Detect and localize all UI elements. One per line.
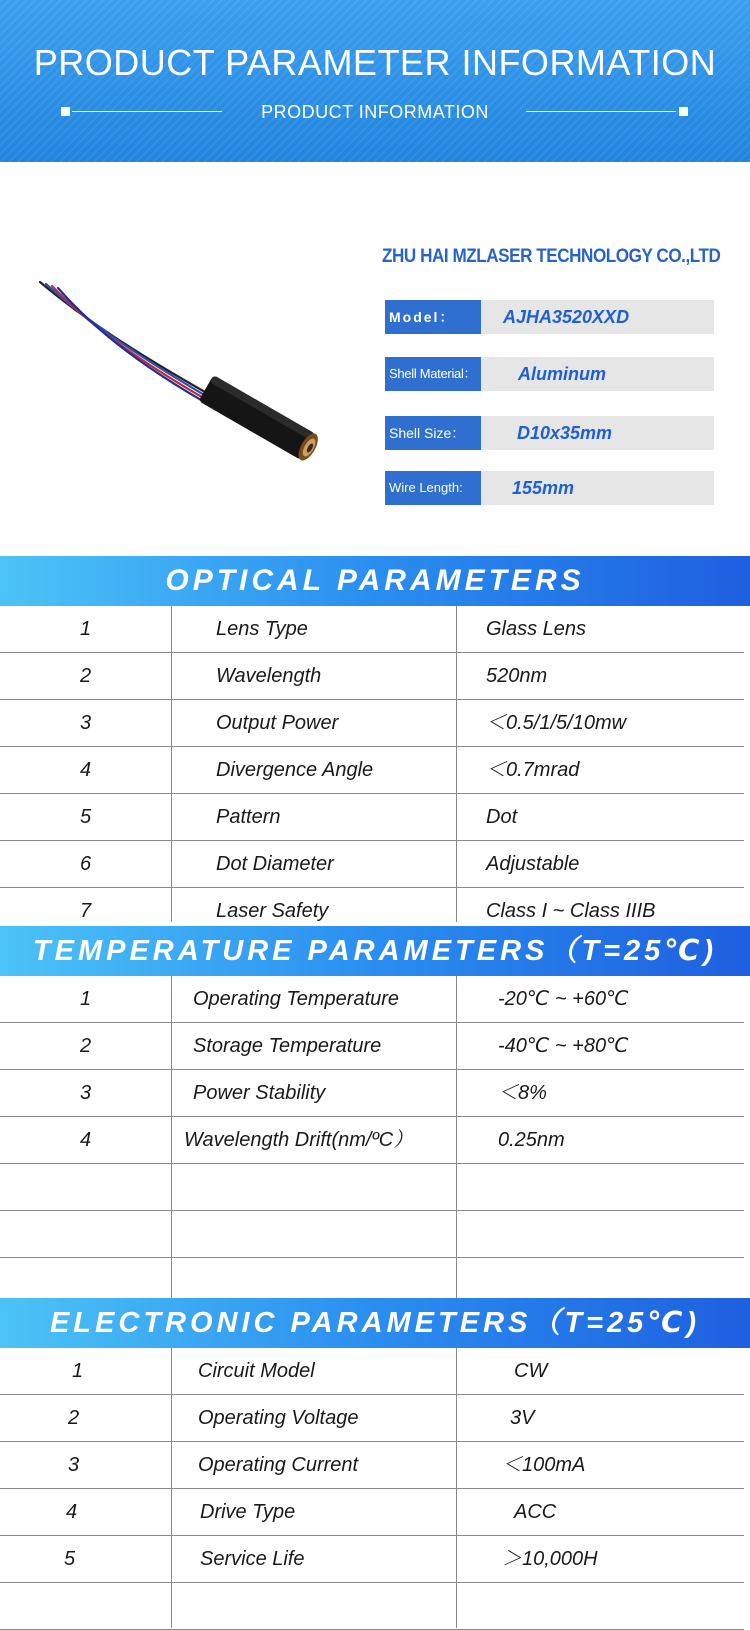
table-row <box>0 1348 744 1395</box>
company-name: ZHU HAI MZLASER TECHNOLOGY CO.,LTD <box>382 246 721 267</box>
param-value: Class I ~ Class IIIB <box>486 900 656 922</box>
param-value: ＜100mA <box>502 1454 586 1476</box>
right-square-ornament <box>679 107 688 116</box>
row-number: 4 <box>66 1501 78 1523</box>
param-name: Divergence Angle <box>216 759 374 781</box>
table-row <box>0 1023 744 1070</box>
param-name: Power Stability <box>193 1082 326 1104</box>
row-number: 1 <box>72 1360 84 1382</box>
row-number: 3 <box>68 1454 80 1476</box>
param-value: ＜0.5/1/5/10mw <box>486 712 627 734</box>
param-name: Pattern <box>216 806 281 828</box>
param-value: Glass Lens <box>486 618 587 640</box>
optical-table <box>0 606 744 934</box>
table-row <box>0 1211 744 1258</box>
param-name: Circuit Model <box>198 1360 315 1382</box>
table-row <box>0 1117 744 1164</box>
row-number: 3 <box>80 1082 92 1104</box>
table-row <box>0 1070 744 1117</box>
table-row <box>0 747 744 794</box>
spec-row-shell-size <box>385 416 714 450</box>
param-name: Storage Temperature <box>193 1035 382 1057</box>
row-number: 7 <box>80 900 92 922</box>
param-value: 3V <box>510 1407 535 1429</box>
param-value: Adjustable <box>486 853 580 875</box>
param-name <box>171 1211 456 1257</box>
spec-row-model <box>385 300 714 334</box>
param-name: Dot Diameter <box>216 853 334 875</box>
spec-label: Wire Length: <box>385 471 481 505</box>
param-name <box>171 1583 456 1629</box>
param-value: -20℃ ~ +60℃ <box>498 988 629 1010</box>
header-banner <box>0 0 750 162</box>
row-number: 5 <box>80 806 92 828</box>
param-name <box>171 1164 456 1210</box>
table-row <box>0 653 744 700</box>
row-number: 6 <box>80 853 92 875</box>
param-name: Wavelength <box>216 665 322 687</box>
electronic-section-title: ELECTRONIC PARAMETERS（T=25℃) <box>0 1298 750 1348</box>
param-name: Operating Voltage <box>198 1407 359 1429</box>
optical-section-title: OPTICAL PARAMETERS <box>0 556 750 606</box>
spec-label: Shell Material： <box>385 357 481 391</box>
spec-label: Shell Size： <box>385 416 481 450</box>
spec-row-shell-material <box>385 357 714 391</box>
row-number <box>0 1583 171 1629</box>
spec-label: Model： <box>385 300 481 334</box>
table-row <box>0 700 744 747</box>
table-row <box>0 606 744 653</box>
row-number: 2 <box>80 1035 92 1057</box>
row-number: 5 <box>64 1548 76 1570</box>
param-value: ＜8% <box>498 1082 547 1104</box>
table-row <box>0 1395 744 1442</box>
row-number <box>0 1164 171 1210</box>
table-row <box>0 1583 744 1630</box>
param-value: ＞10,000H <box>502 1548 598 1570</box>
row-number <box>0 1211 171 1257</box>
page-title: PRODUCT PARAMETER INFORMATION <box>33 42 717 83</box>
table-row <box>0 1442 744 1489</box>
spec-value: AJHA3520XXD <box>503 307 630 327</box>
table-row <box>0 1536 744 1583</box>
laser-module-image <box>30 280 350 520</box>
table-row <box>0 976 744 1023</box>
param-value: Dot <box>486 806 518 828</box>
table-row <box>0 794 744 841</box>
param-value: CW <box>514 1360 548 1382</box>
param-name: Drive Type <box>200 1501 296 1523</box>
param-name: Lens Type <box>216 618 308 640</box>
row-number: 1 <box>80 988 92 1010</box>
spec-value: D10x35mm <box>517 423 613 443</box>
temperature-table <box>0 976 744 1304</box>
param-name: Laser Safety <box>216 900 329 922</box>
row-number: 2 <box>80 665 92 687</box>
table-row <box>0 1489 744 1536</box>
param-value <box>456 1583 744 1629</box>
param-value: ＜0.7mrad <box>486 759 580 781</box>
param-value: -40℃ ~ +80℃ <box>498 1035 629 1057</box>
spec-value: 155mm <box>512 478 575 498</box>
param-value: 0.25nm <box>498 1129 565 1151</box>
param-name: Service Life <box>200 1548 305 1570</box>
param-value: 520nm <box>486 665 548 687</box>
param-value <box>456 1211 744 1257</box>
spec-value: Aluminum <box>518 364 606 384</box>
param-name: Operating Temperature <box>193 988 400 1010</box>
param-value: ACC <box>514 1501 557 1523</box>
page-subtitle: PRODUCT INFORMATION <box>261 102 489 122</box>
table-row <box>0 841 744 888</box>
row-number: 1 <box>80 618 92 640</box>
right-divider-line <box>526 111 676 112</box>
row-number: 2 <box>68 1407 80 1429</box>
electronic-table <box>0 1348 744 1630</box>
row-number: 3 <box>80 712 92 734</box>
param-value <box>456 1164 744 1210</box>
table-row <box>0 1164 744 1211</box>
row-number: 4 <box>80 1129 92 1151</box>
param-name: Output Power <box>216 712 339 734</box>
temperature-section-title: TEMPERATURE PARAMETERS（T=25℃) <box>0 926 750 976</box>
param-name: Operating Current <box>198 1454 359 1476</box>
param-name: Wavelength Drift(nm/ºC） <box>184 1129 414 1151</box>
row-number: 4 <box>80 759 92 781</box>
spec-row-wire-length <box>385 471 714 505</box>
